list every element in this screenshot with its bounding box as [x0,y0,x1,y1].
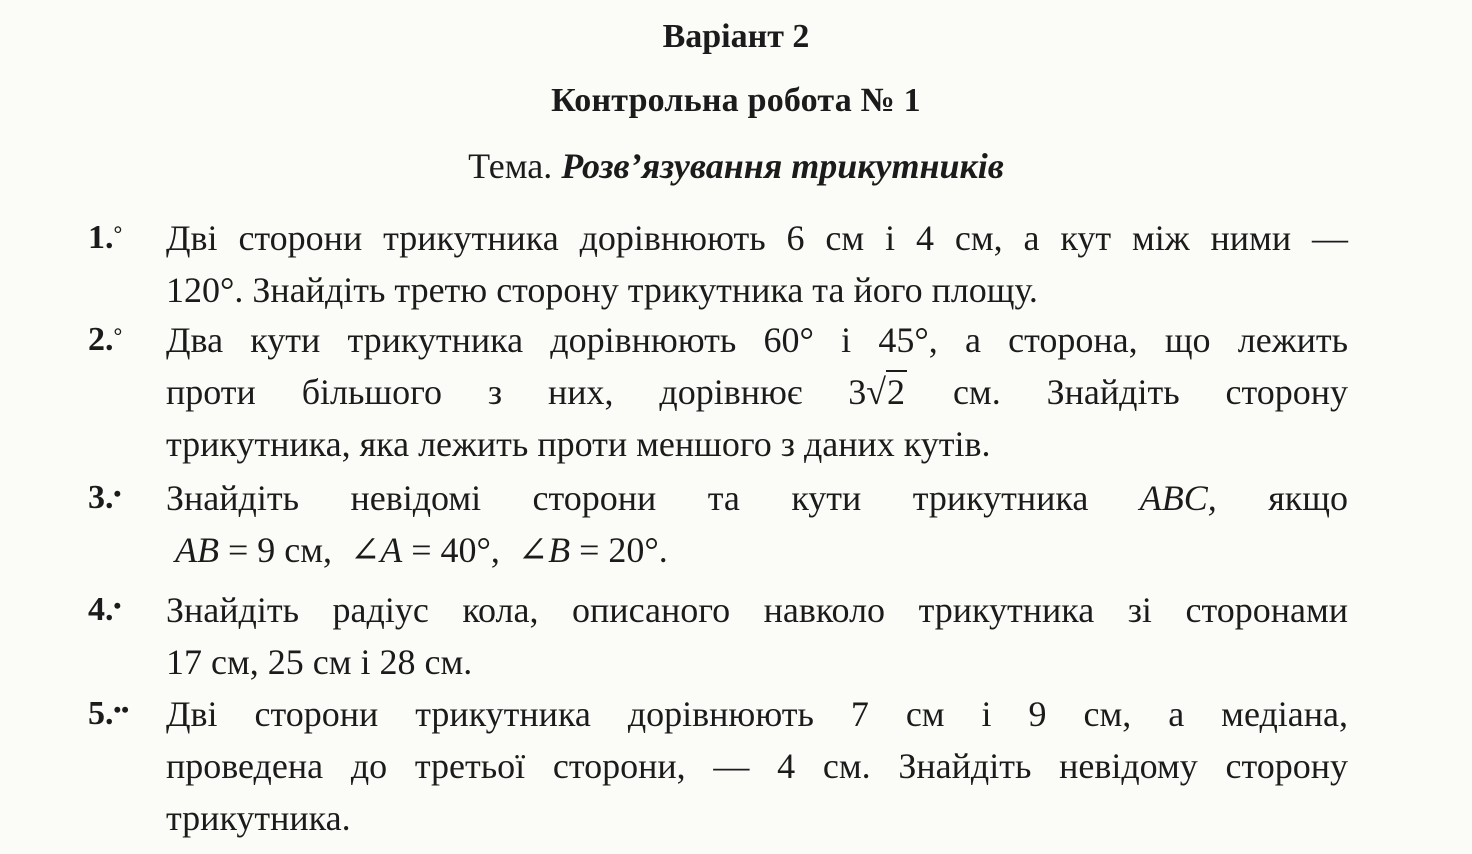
task-number: 5.•• [88,695,129,732]
task-1 [88,212,1348,316]
task-number: 3.• [88,479,122,516]
task-text [166,472,1348,576]
difficulty-mark: ° [113,221,123,246]
task-4 [88,584,1348,688]
task-number: 2.° [88,321,123,358]
work-title: Контрольна робота № 1 [551,82,921,119]
task-line: проведена до третьої сторони, — 4 см. Знайдіть невідому сторону [166,746,1348,786]
task-line: трикутника, яка лежить проти меншого з даних кутів. [166,424,991,464]
task-line: AB = 9 см, ∠A = 40°, ∠B = 20°. [175,530,668,570]
difficulty-mark: • [113,593,122,618]
variant-heading: Варіант 2 [662,18,810,55]
triangle-name: ABC, [1139,478,1217,518]
task-line: Дві сторони трикутника дорівнюють 7 см і 9 см, а медіана, [166,694,1348,734]
task-line: 120°. Знайдіть третю сторону трикутника та його площу. [166,270,1038,310]
task-line: Знайдіть невідомі сторони та кути трикутника ABC, якщо [166,478,1348,518]
difficulty-mark: ° [113,323,123,348]
task-text [166,584,1348,688]
task-text [166,212,1348,316]
task-number: 1.° [88,219,123,256]
task-3 [88,472,1348,576]
task-line: 17 см, 25 см і 28 см. [166,642,473,682]
task-line: Дві сторони трикутника дорівнюють 6 см і 4 см, а кут між ними — [166,218,1348,258]
task-text [166,688,1348,844]
task-line: проти більшого з них, дорівнює 3√2 см. Знайдіть сторону [166,372,1349,412]
difficulty-mark: • [113,481,122,506]
root-expression: 3√2 [848,372,906,412]
task-number: 4.• [88,591,122,628]
task-line: Два кути трикутника дорівнюють 60° і 45°, а сторона, що лежить [166,320,1348,360]
task-2 [88,314,1348,470]
task-text [166,314,1348,470]
task-line: Знайдіть радіус кола, описаного навколо трикутника зі сторонами [166,590,1348,630]
difficulty-mark: •• [113,697,129,722]
task-line: трикутника. [166,798,351,838]
topic-label: Тема. [468,146,553,186]
topic-name: Розв’язування трикутників [561,146,1004,186]
topic-line [0,145,1472,187]
task-5 [88,688,1348,844]
